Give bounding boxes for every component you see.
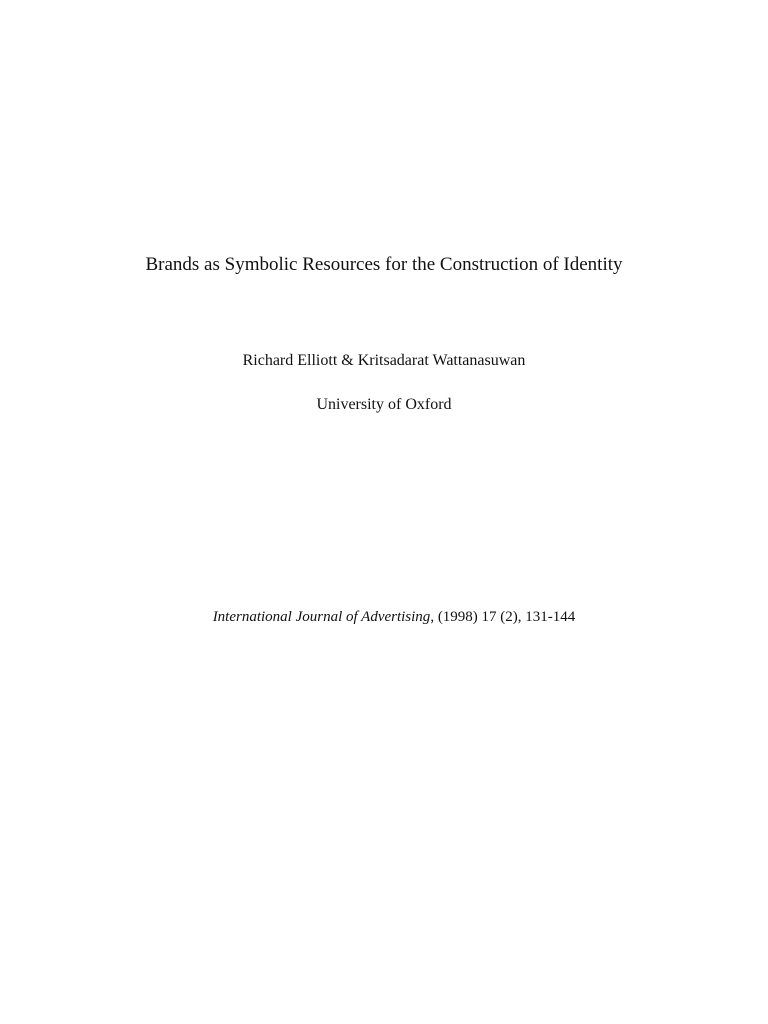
paper-authors: Richard Elliott & Kritsadarat Wattanasuwan (242, 352, 526, 369)
journal-name: International Journal of Advertising (212, 609, 431, 625)
author-affiliation: University of Oxford (316, 396, 452, 413)
journal-citation (10, 608, 768, 626)
citation-details: , (1998) 17 (2), 131-144 (430, 609, 576, 625)
paper-title: Brands as Symbolic Resources for the Construction of Identity (145, 254, 623, 275)
